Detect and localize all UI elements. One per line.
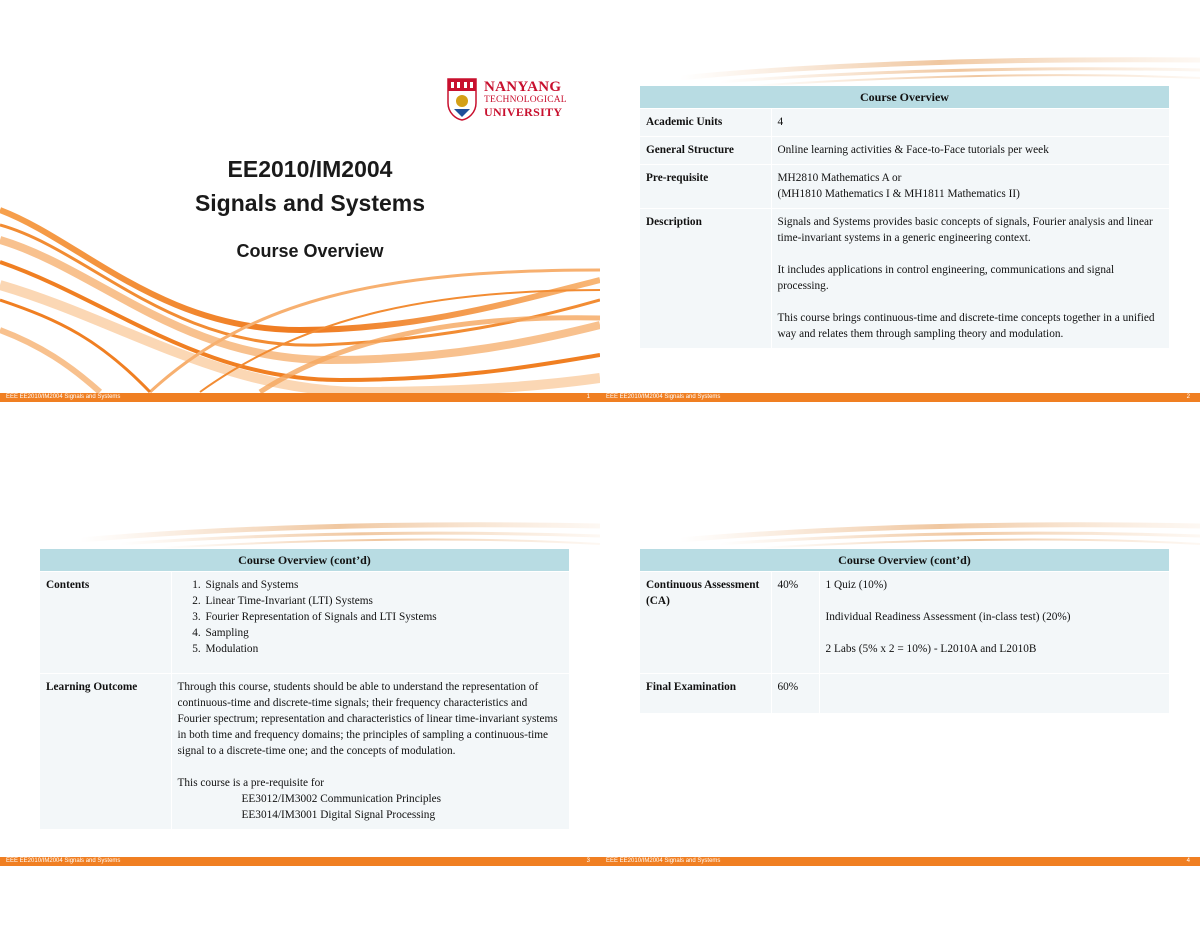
table-row — [40, 674, 569, 830]
course-name-title: Signals and Systems — [194, 190, 426, 216]
row-value — [771, 165, 1169, 209]
description-paragraph: Signals and Systems provides basic concepts of signals, Fourier analysis and linear time-invariant systems in a generic engineering context. — [777, 216, 1153, 244]
course-overview-contd-table — [40, 549, 569, 830]
table-title: Course Overview — [640, 86, 1169, 109]
outcome-label: Learning Outcome — [40, 674, 171, 830]
page-number: 4 — [1186, 858, 1190, 864]
exam-label: Final Examination — [640, 674, 771, 714]
description-paragraph: It includes applications in control engineering, communications and signal processing. — [777, 264, 1115, 292]
row-value: 4 — [771, 109, 1169, 137]
prereq-line: MH2810 Mathematics A or — [777, 172, 902, 184]
row-label: Pre-requisite — [640, 165, 771, 209]
slide-2 — [600, 0, 1200, 410]
page-number: 1 — [586, 394, 590, 400]
assessment-table — [640, 549, 1169, 714]
prereq-line: (MH1810 Mathematics I & MH1811 Mathematics II) — [777, 188, 1020, 200]
list-item: 3. Fourier Representation of Signals and LTI Systems — [204, 609, 564, 625]
row-label: Description — [640, 209, 771, 349]
page-number: 3 — [586, 858, 590, 864]
ca-items-cell — [819, 572, 1169, 674]
slide-3 — [0, 464, 600, 874]
slide-footer — [0, 393, 600, 402]
ca-label: Continuous Assessment (CA) — [640, 572, 771, 674]
prereq-intro: This course is a pre-requisite for — [177, 777, 324, 789]
table-row — [40, 572, 569, 674]
list-item: 2. Linear Time-Invariant (LTI) Systems — [204, 593, 564, 609]
table-row — [640, 109, 1169, 137]
exam-percentage: 60% — [771, 674, 819, 714]
ca-item: 1 Quiz (10%) — [825, 579, 887, 591]
table-row — [640, 137, 1169, 165]
table-row — [640, 165, 1169, 209]
contents-list — [178, 577, 564, 657]
ca-item: Individual Readiness Assessment (in-class test) (20%) — [825, 611, 1071, 623]
outcome-text: Through this course, students should be able to understand the representation of continuous-time and discrete-time signals; their frequency characteristics and Fourier spectrum; representation and characteristics of linear time-invariant systems in both time and frequency domains; the principles of sampling a continuous-time signal to a discrete-time one; and the concepts of modulation. — [177, 681, 558, 757]
list-item: 1. Signals and Systems — [204, 577, 564, 593]
logo-nanyang: NANYANG — [484, 79, 562, 95]
description-paragraph: This course brings continuous-time and discrete-time concepts together in a unified way and relates them through sampling theory and modulation. — [777, 312, 1155, 340]
ca-item: 2 Labs (5% x 2 = 10%) - L2010A and L2010B — [825, 643, 1037, 655]
ntu-crest-icon — [446, 77, 478, 121]
slide-subtitle: Course Overview — [236, 241, 384, 261]
list-item: 4. Sampling — [204, 625, 564, 641]
slide-footer — [600, 393, 1200, 402]
table-row — [640, 572, 1169, 674]
outcome-cell — [171, 674, 569, 830]
row-label: General Structure — [640, 137, 771, 165]
row-value — [771, 209, 1169, 349]
slide-footer — [600, 857, 1200, 866]
footer-text: EEE EE2010/IM2004 Signals and Systems — [606, 394, 721, 400]
course-code-title: EE2010/IM2004 — [227, 156, 393, 182]
table-title: Course Overview (cont’d) — [40, 549, 569, 572]
table-title: Course Overview (cont’d) — [640, 549, 1169, 572]
row-value: Online learning activities & Face-to-Face tutorials per week — [771, 137, 1169, 165]
slide-1 — [0, 0, 600, 410]
list-item: 5. Modulation — [204, 641, 564, 657]
slide-footer — [0, 857, 600, 866]
ntu-logo — [446, 77, 578, 123]
logo-technological: TECHNOLOGICAL — [484, 95, 567, 105]
ca-percentage: 40% — [771, 572, 819, 674]
footer-text: EEE EE2010/IM2004 Signals and Systems — [6, 394, 121, 400]
contents-label: Contents — [40, 572, 171, 674]
footer-text: EEE EE2010/IM2004 Signals and Systems — [606, 858, 721, 864]
logo-university: UNIVERSITY — [484, 105, 563, 119]
table-row — [640, 209, 1169, 349]
table-row — [640, 674, 1169, 714]
contents-list-cell — [171, 572, 569, 674]
page-number: 2 — [1186, 394, 1190, 400]
slide-4 — [600, 464, 1200, 874]
exam-empty-cell — [819, 674, 1169, 714]
row-label: Academic Units — [640, 109, 771, 137]
footer-text: EEE EE2010/IM2004 Signals and Systems — [6, 858, 121, 864]
course-overview-table — [640, 86, 1169, 349]
prereq-course: EE3012/IM3002 Communication Principles — [241, 793, 442, 805]
prereq-course: EE3014/IM3001 Digital Signal Processing — [241, 809, 436, 821]
